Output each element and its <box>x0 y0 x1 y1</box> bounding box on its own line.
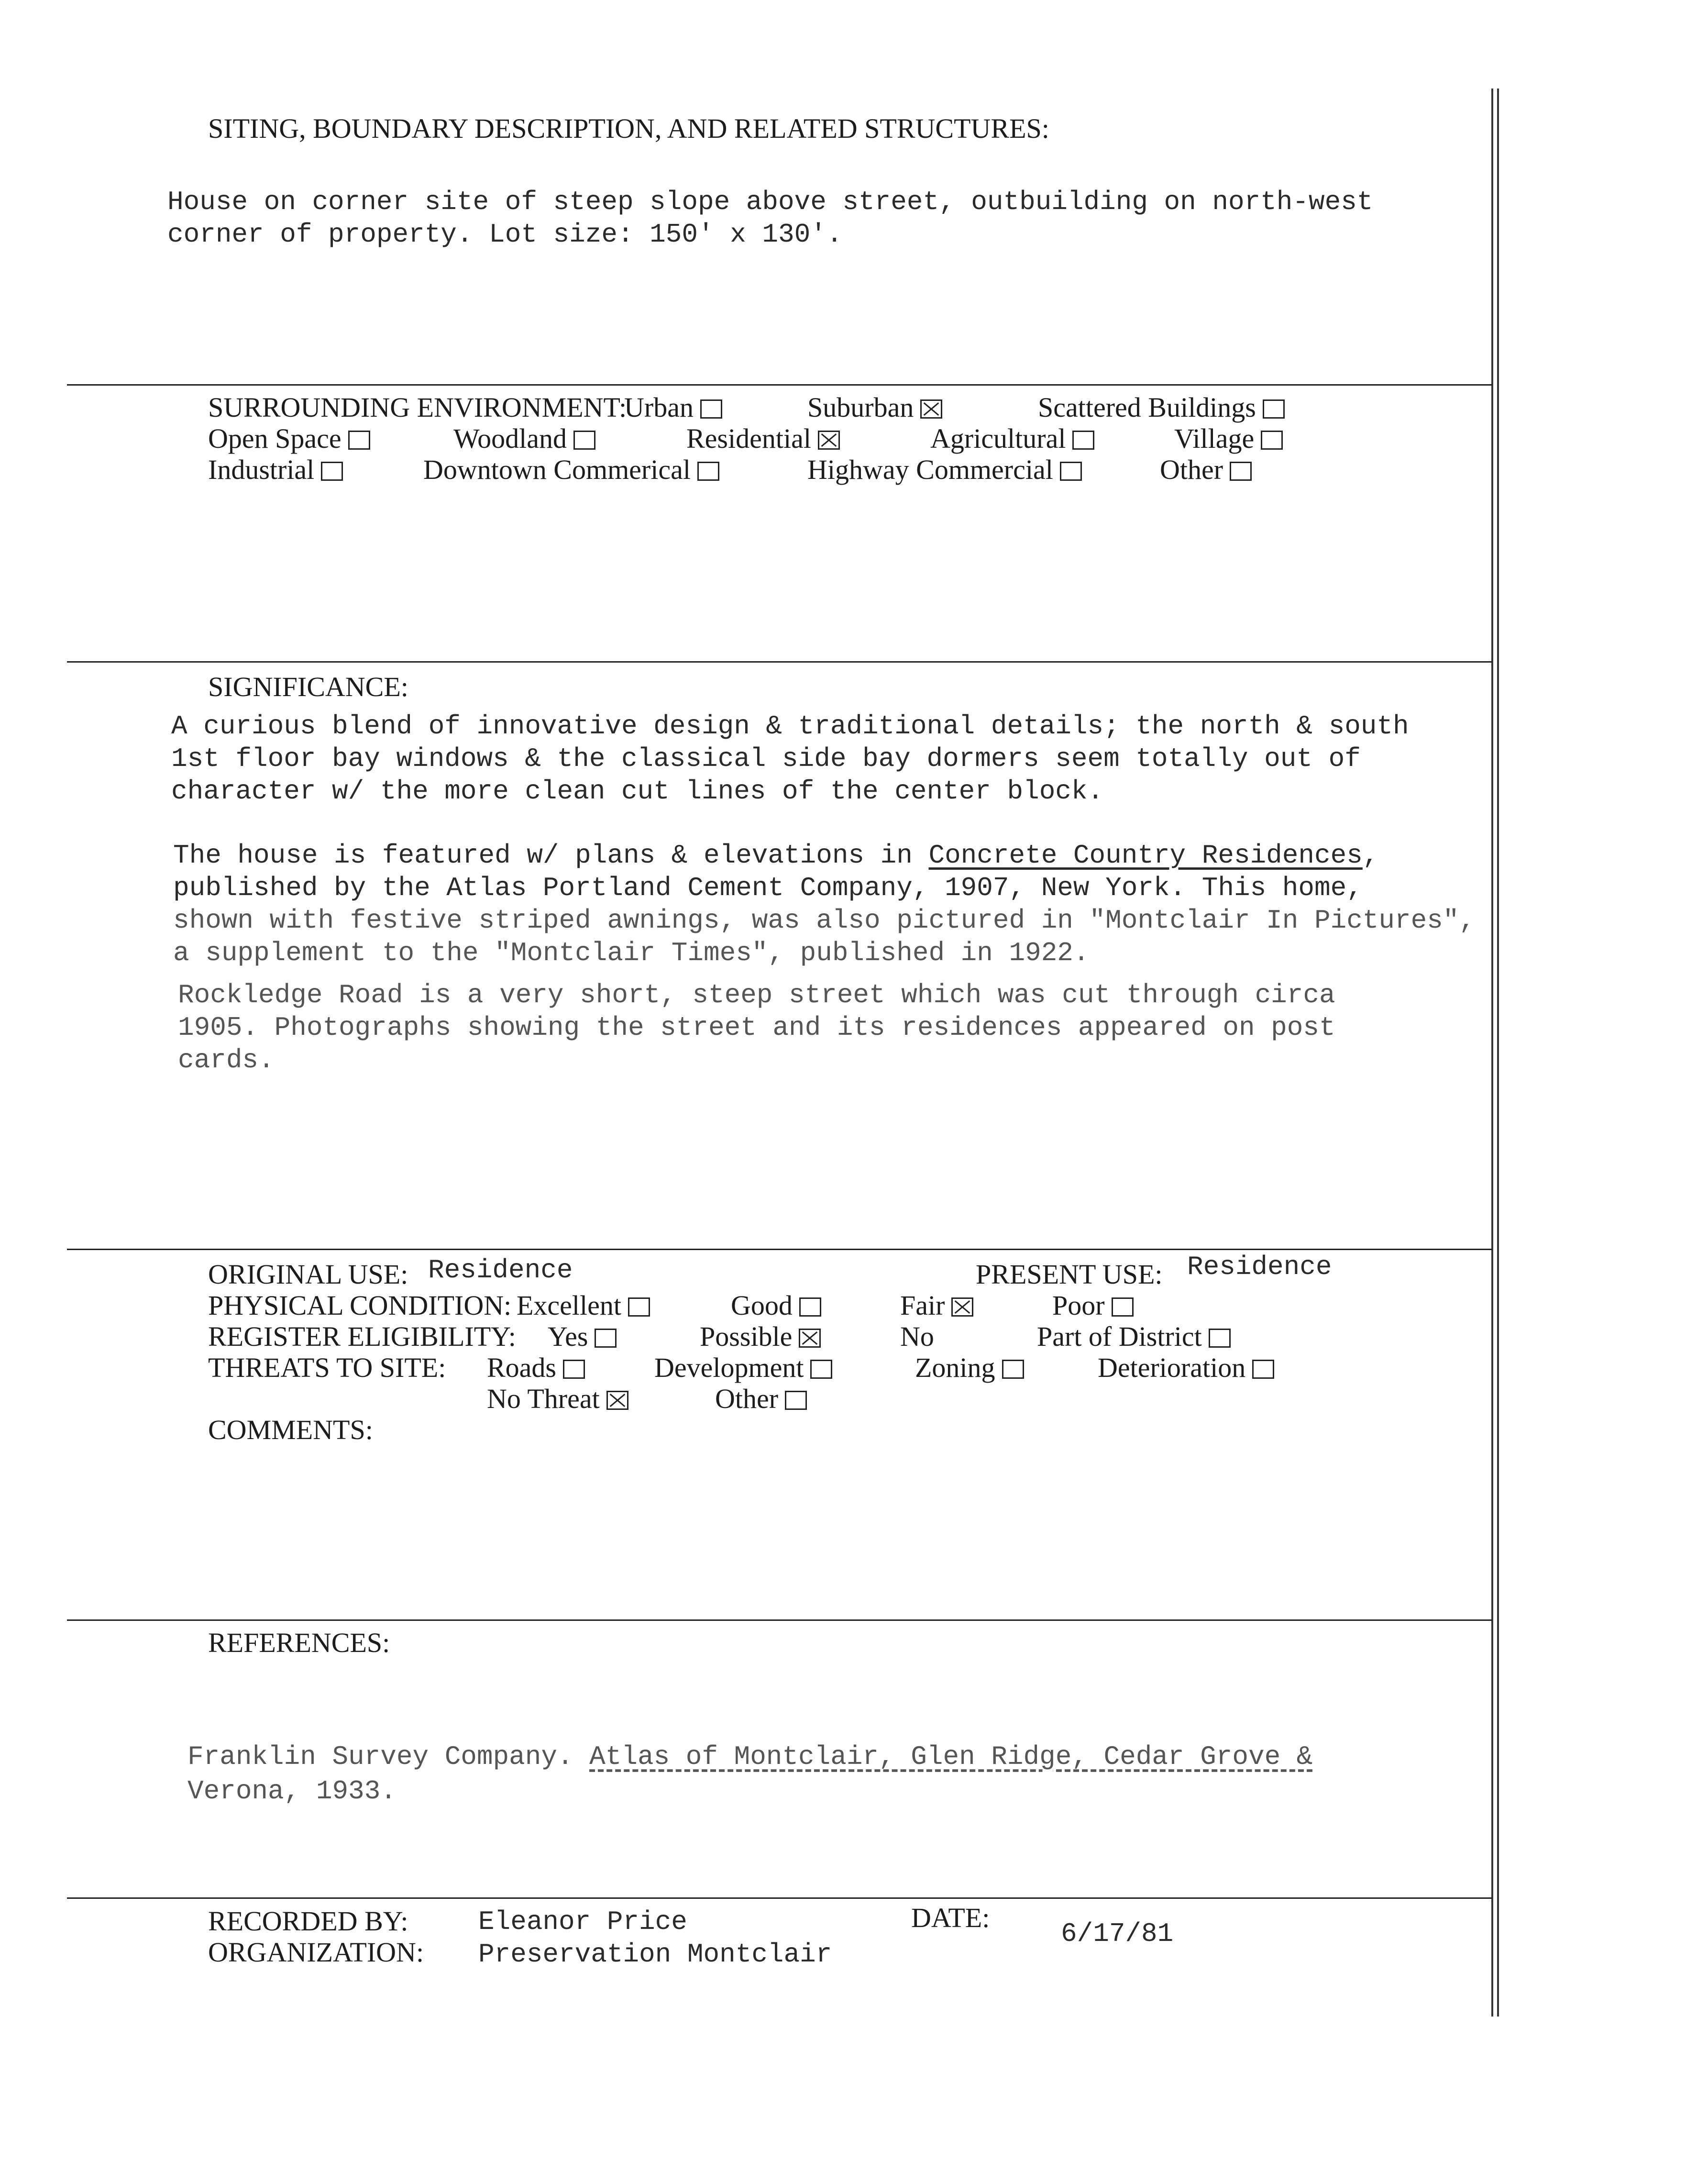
eligibility-no[interactable]: No <box>900 1321 934 1352</box>
present-use-value: Residence <box>1187 1252 1332 1282</box>
checkbox-checked[interactable] <box>818 431 840 450</box>
option-label: Open Space <box>208 423 342 454</box>
recorded-by-label: RECORDED BY: <box>208 1906 408 1937</box>
comments-label: COMMENTS: <box>208 1414 373 1445</box>
siting-line-2: corner of property. Lot size: 150' x 130'. <box>167 219 843 250</box>
reference-author: Franklin Survey Company. <box>187 1741 590 1772</box>
condition-excellent[interactable] <box>517 1289 650 1321</box>
eligibility-part-of-district[interactable] <box>1037 1320 1231 1352</box>
option-label: Good <box>731 1290 793 1321</box>
option-label: Deterioration <box>1098 1352 1246 1383</box>
env-option-agricultural[interactable] <box>930 422 1094 454</box>
text-line: shown with festive striped awnings, was also pictured in "Montclair In Pictures", <box>173 905 1476 936</box>
significance-heading: SIGNIFICANCE: <box>208 671 408 702</box>
env-option-scattered[interactable] <box>1038 391 1285 423</box>
present-use-label: PRESENT USE: <box>976 1259 1163 1290</box>
original-use-label: ORIGINAL USE: <box>208 1259 408 1290</box>
text-line: Rockledge Road is a very short, steep street which was cut through circa <box>178 980 1335 1010</box>
option-label: Suburban <box>807 392 914 423</box>
checkbox[interactable] <box>697 462 719 481</box>
option-label: Urban <box>624 392 694 423</box>
threat-roads[interactable] <box>487 1352 585 1384</box>
checkbox[interactable] <box>1261 431 1283 450</box>
divider <box>67 1249 1492 1250</box>
eligibility-possible[interactable] <box>700 1320 821 1352</box>
checkbox-checked[interactable] <box>920 399 942 419</box>
checkbox[interactable] <box>1209 1329 1231 1348</box>
checkbox[interactable] <box>1072 431 1094 450</box>
env-option-highway[interactable] <box>807 454 1082 486</box>
text-line: cards. <box>178 1045 275 1075</box>
condition-poor[interactable] <box>1052 1289 1134 1321</box>
environment-heading: SURROUNDING ENVIRONMENT: <box>208 392 627 423</box>
option-label: Other <box>715 1383 779 1414</box>
reference-line-1 <box>187 1741 1312 1772</box>
text-span: , <box>1362 840 1379 871</box>
env-option-urban[interactable] <box>624 391 722 423</box>
option-label: Poor <box>1052 1290 1105 1321</box>
organization-label: ORGANIZATION: <box>208 1937 424 1968</box>
reference-line-2: Verona, 1933. <box>187 1776 397 1806</box>
threat-no-threat[interactable] <box>487 1383 628 1415</box>
checkbox[interactable] <box>799 1297 821 1317</box>
text-line: 1st floor bay windows & the classical side bay dormers seem totally out of <box>171 743 1361 774</box>
checkbox[interactable] <box>573 431 595 450</box>
threats-label: THREATS TO SITE: <box>208 1352 446 1383</box>
checkbox[interactable] <box>810 1360 832 1379</box>
checkbox[interactable] <box>595 1329 617 1348</box>
env-option-suburban[interactable] <box>807 391 942 423</box>
option-label: Highway Commercial <box>807 454 1053 485</box>
divider <box>67 384 1492 386</box>
date-value: 6/17/81 <box>1061 1918 1174 1949</box>
checkbox[interactable] <box>321 462 343 481</box>
text-span: The house is featured w/ plans & elevations in <box>173 840 929 871</box>
checkbox[interactable] <box>1002 1360 1024 1379</box>
eligibility-yes[interactable] <box>548 1320 617 1352</box>
option-label: Other <box>1160 454 1223 485</box>
condition-label: PHYSICAL CONDITION: <box>208 1290 512 1321</box>
condition-good[interactable] <box>731 1289 821 1321</box>
option-label: Downtown Commerical <box>423 454 691 485</box>
option-label: No Threat <box>487 1383 600 1414</box>
option-label: Possible <box>700 1321 793 1352</box>
checkbox[interactable] <box>628 1297 650 1317</box>
env-option-downtown[interactable] <box>423 454 719 486</box>
option-label: Part of District <box>1037 1321 1202 1352</box>
env-option-village[interactable] <box>1174 422 1283 454</box>
siting-heading: SITING, BOUNDARY DESCRIPTION, AND RELATED STRUCTURES: <box>208 113 1049 144</box>
text-line: 1905. Photographs showing the street and its residences appeared on post <box>178 1012 1335 1043</box>
date-label: DATE: <box>911 1902 990 1933</box>
organization-value: Preservation Montclair <box>478 1939 832 1970</box>
right-border-outer <box>1491 89 1493 2017</box>
publication-title: Concrete Country Residences <box>928 840 1363 871</box>
text-line <box>173 839 1475 872</box>
option-label: Excellent <box>517 1290 622 1321</box>
env-option-industrial[interactable] <box>208 454 343 486</box>
option-label: Village <box>1174 423 1255 454</box>
checkbox[interactable] <box>1112 1297 1134 1317</box>
significance-paragraph-1 <box>171 710 1409 808</box>
checkbox[interactable] <box>1252 1360 1274 1379</box>
text-line: published by the Atlas Portland Cement Company, 1907, New York. This home, <box>173 873 1363 903</box>
option-label: Scattered Buildings <box>1038 392 1256 423</box>
option-label: Yes <box>548 1321 588 1352</box>
env-option-residential[interactable] <box>686 422 840 454</box>
text-line: character w/ the more clean cut lines of the center block. <box>171 776 1104 807</box>
divider <box>67 1619 1492 1621</box>
text-line: A curious blend of innovative design & traditional details; the north & south <box>171 711 1409 742</box>
references-heading: REFERENCES: <box>208 1627 390 1658</box>
option-label: Zoning <box>915 1352 995 1383</box>
checkbox[interactable] <box>1263 399 1285 419</box>
condition-fair[interactable] <box>900 1289 973 1321</box>
significance-paragraph-3 <box>178 979 1335 1076</box>
option-label: Roads <box>487 1352 556 1383</box>
option-label: Woodland <box>453 423 567 454</box>
divider <box>67 661 1492 663</box>
checkbox[interactable] <box>1060 462 1082 481</box>
original-use-value: Residence <box>428 1255 573 1286</box>
threat-development[interactable] <box>654 1352 832 1384</box>
right-border-inner <box>1497 89 1499 2017</box>
reference-title: Atlas of Montclair, Glen Ridge, Cedar Grove & <box>589 1741 1313 1772</box>
text-line: a supplement to the "Montclair Times", published in 1922. <box>173 938 1090 968</box>
checkbox-checked[interactable] <box>951 1297 973 1317</box>
recorded-by-value: Eleanor Price <box>478 1906 687 1937</box>
env-option-woodland[interactable] <box>453 422 595 454</box>
siting-line-1: House on corner site of steep slope above street, outbuilding on north-west <box>167 187 1373 217</box>
option-label: Fair <box>900 1290 945 1321</box>
checkbox-checked[interactable] <box>606 1391 628 1410</box>
checkbox-checked[interactable] <box>799 1329 821 1348</box>
checkbox[interactable] <box>348 431 370 450</box>
checkbox[interactable] <box>1230 462 1252 481</box>
option-label: Residential <box>686 423 811 454</box>
threat-other[interactable] <box>715 1383 807 1415</box>
checkbox[interactable] <box>563 1360 585 1379</box>
env-option-other[interactable] <box>1160 454 1252 486</box>
eligibility-label: REGISTER ELIGIBILITY: <box>208 1321 516 1352</box>
threat-deterioration[interactable] <box>1098 1352 1274 1384</box>
option-label: Industrial <box>208 454 315 485</box>
checkbox[interactable] <box>785 1391 807 1410</box>
option-label: Development <box>654 1352 804 1383</box>
checkbox[interactable] <box>700 399 722 419</box>
option-label: Agricultural <box>930 423 1066 454</box>
divider <box>67 1897 1492 1899</box>
significance-paragraph-2 <box>173 839 1475 969</box>
env-option-open-space[interactable] <box>208 422 370 454</box>
threat-zoning[interactable] <box>915 1352 1024 1384</box>
